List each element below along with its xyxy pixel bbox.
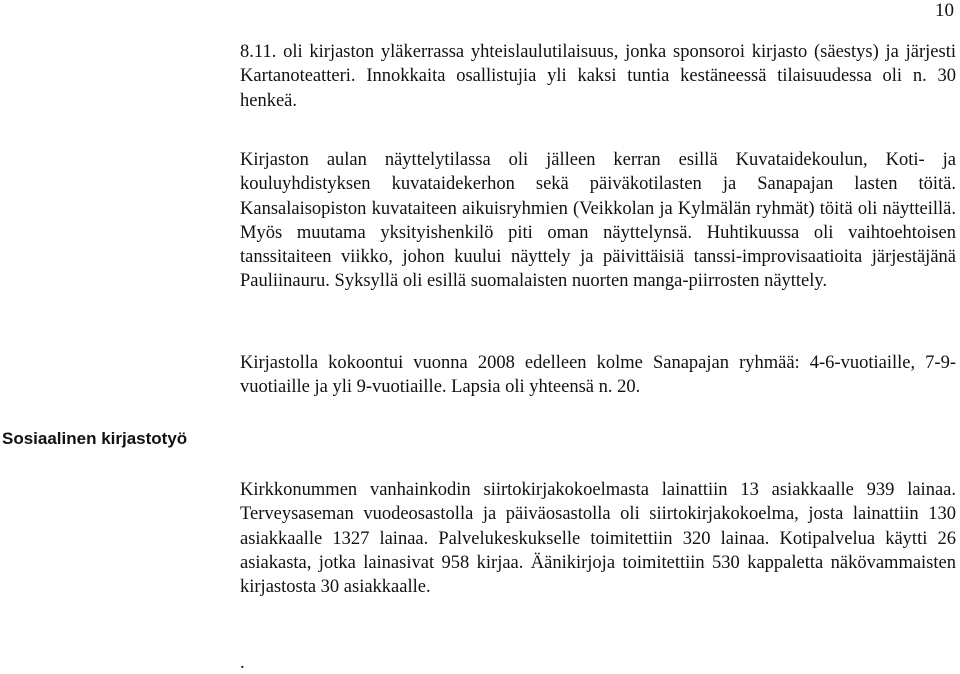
page-number: 10 (935, 0, 954, 21)
trailing-mark: . (240, 653, 245, 673)
paragraph-nayttelytila: Kirjaston aulan näyttelytilassa oli jälleen kerran esillä Kuvataidekoulun, Koti- ja kouluyhdistyksen kuvataidekerhon sekä päiväkotilasten ja Sanapajan lasten töitä. Kansalaisopiston kuvataiteen aikuisryhmien (Veikkolan ja Kylmälän ryhmät) töitä oli näytteillä. Myös muutama yksityishenkilö piti oman näyttelynsä. Huhtikuussa oli vaihtoehtoisen tanssitaiteen viikko, johon kuului näyttely ja päivittäisiä tanssi-improvisaatioita järjestäjänä Pauliinauru. Syksyllä oli esillä suomalaisten nuorten manga-piirrosten näyttely. (240, 150, 956, 292)
paragraph-sanapaja: Kirjastolla kokoontui vuonna 2008 edelleen kolme Sanapajan ryhmää: 4-6-vuotiaille, 7-9-vuotiaille ja yli 9-vuotiaille. Lapsia oli yhteensä n. 20. (240, 353, 956, 398)
section-heading-sosiaalinen-kirjastotyo: Sosiaalinen kirjastotyö (2, 429, 188, 448)
paragraph-yhteislaulutilaisuus: 8.11. oli kirjaston yläkerrassa yhteislaulutilaisuus, jonka sponsoroi kirjasto (säestys) ja järjesti Kartanoteatteri. Innokkaita osallistujia yli kaksi tuntia kestäneessä tilaisuudessa oli n. 30 henkeä. (240, 42, 956, 111)
paragraph-siirtokirjasto: Kirkkonummen vanhainkodin siirtokirjakokoelmasta lainattiin 13 asiakkaalle 939 lainaa. Terveysaseman vuodeosastolla ja päiväosastolla oli siirtokirjakokoelma, josta lainattiin 130 asiakkaalle 1327 lainaa. Palvelukeskukselle toimitettiin 320 lainaa. Kotipalvelua käytti 26 asiakasta, jotka lainasivat 958 kirjaa. Äänikirjoja toimitettiin 530 kappaletta näkövammaisten kirjastosta 30 asiakkaalle. (240, 480, 956, 598)
